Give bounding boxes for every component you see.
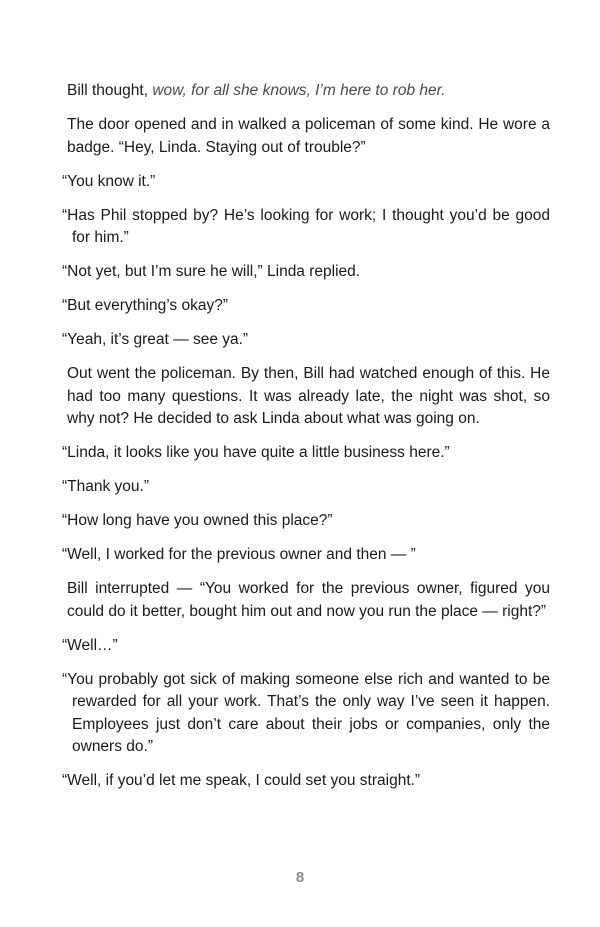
body-text — [62, 80, 550, 804]
paragraph-5: “Not yet, but I’m sure he will,” Linda replied. — [62, 263, 361, 280]
paragraph-13: Bill interrupted — “You worked for the previous owner, figured you could do it better, bought him out and now you run the place — right?” — [67, 580, 550, 620]
page-number: 8 — [295, 869, 305, 886]
paragraph-1 — [62, 80, 550, 103]
paragraph-14: “Well…” — [62, 636, 118, 654]
paragraph-7: “Yeah, it’s great — see ya.” — [62, 331, 249, 348]
paragraph-10: “Thank you.” — [62, 478, 150, 495]
paragraph-4: “Has Phil stopped by? He’s looking for work; I thought you’d be good for him.” — [62, 206, 550, 246]
inner-thought-italic: wow, for all she knows, I’m here to rob her. — [152, 82, 446, 99]
paragraph-11: “How long have you owned this place?” — [62, 512, 333, 529]
paragraph-6: “But everything’s okay?” — [62, 297, 228, 314]
paragraph-3: “You know it.” — [62, 172, 156, 190]
paragraph-8: Out went the policeman. By then, Bill had watched enough of this. He had too many questions. It was already late, the night was shot, so why not? He decided to ask Linda about what was going on. — [67, 365, 550, 427]
paragraph-12: “Well, I worked for the previous owner and then — ” — [62, 546, 416, 563]
paragraph-9: “Linda, it looks like you have quite a little business here.” — [62, 444, 450, 461]
paragraph-15: “You probably got sick of making someone else rich and wanted to be rewarded for all your work. That’s the only way I’ve seen it happen. Employees just don’t care about their jobs or companies, only the owners do.” — [62, 670, 550, 755]
paragraph-2: The door opened and in walked a policeman of some kind. He wore a badge. “Hey, Linda. Staying out of trouble?” — [67, 116, 550, 156]
paragraph-16: “Well, if you’d let me speak, I could set you straight.” — [62, 772, 421, 789]
paragraph-lead: Bill thought, — [67, 82, 153, 99]
